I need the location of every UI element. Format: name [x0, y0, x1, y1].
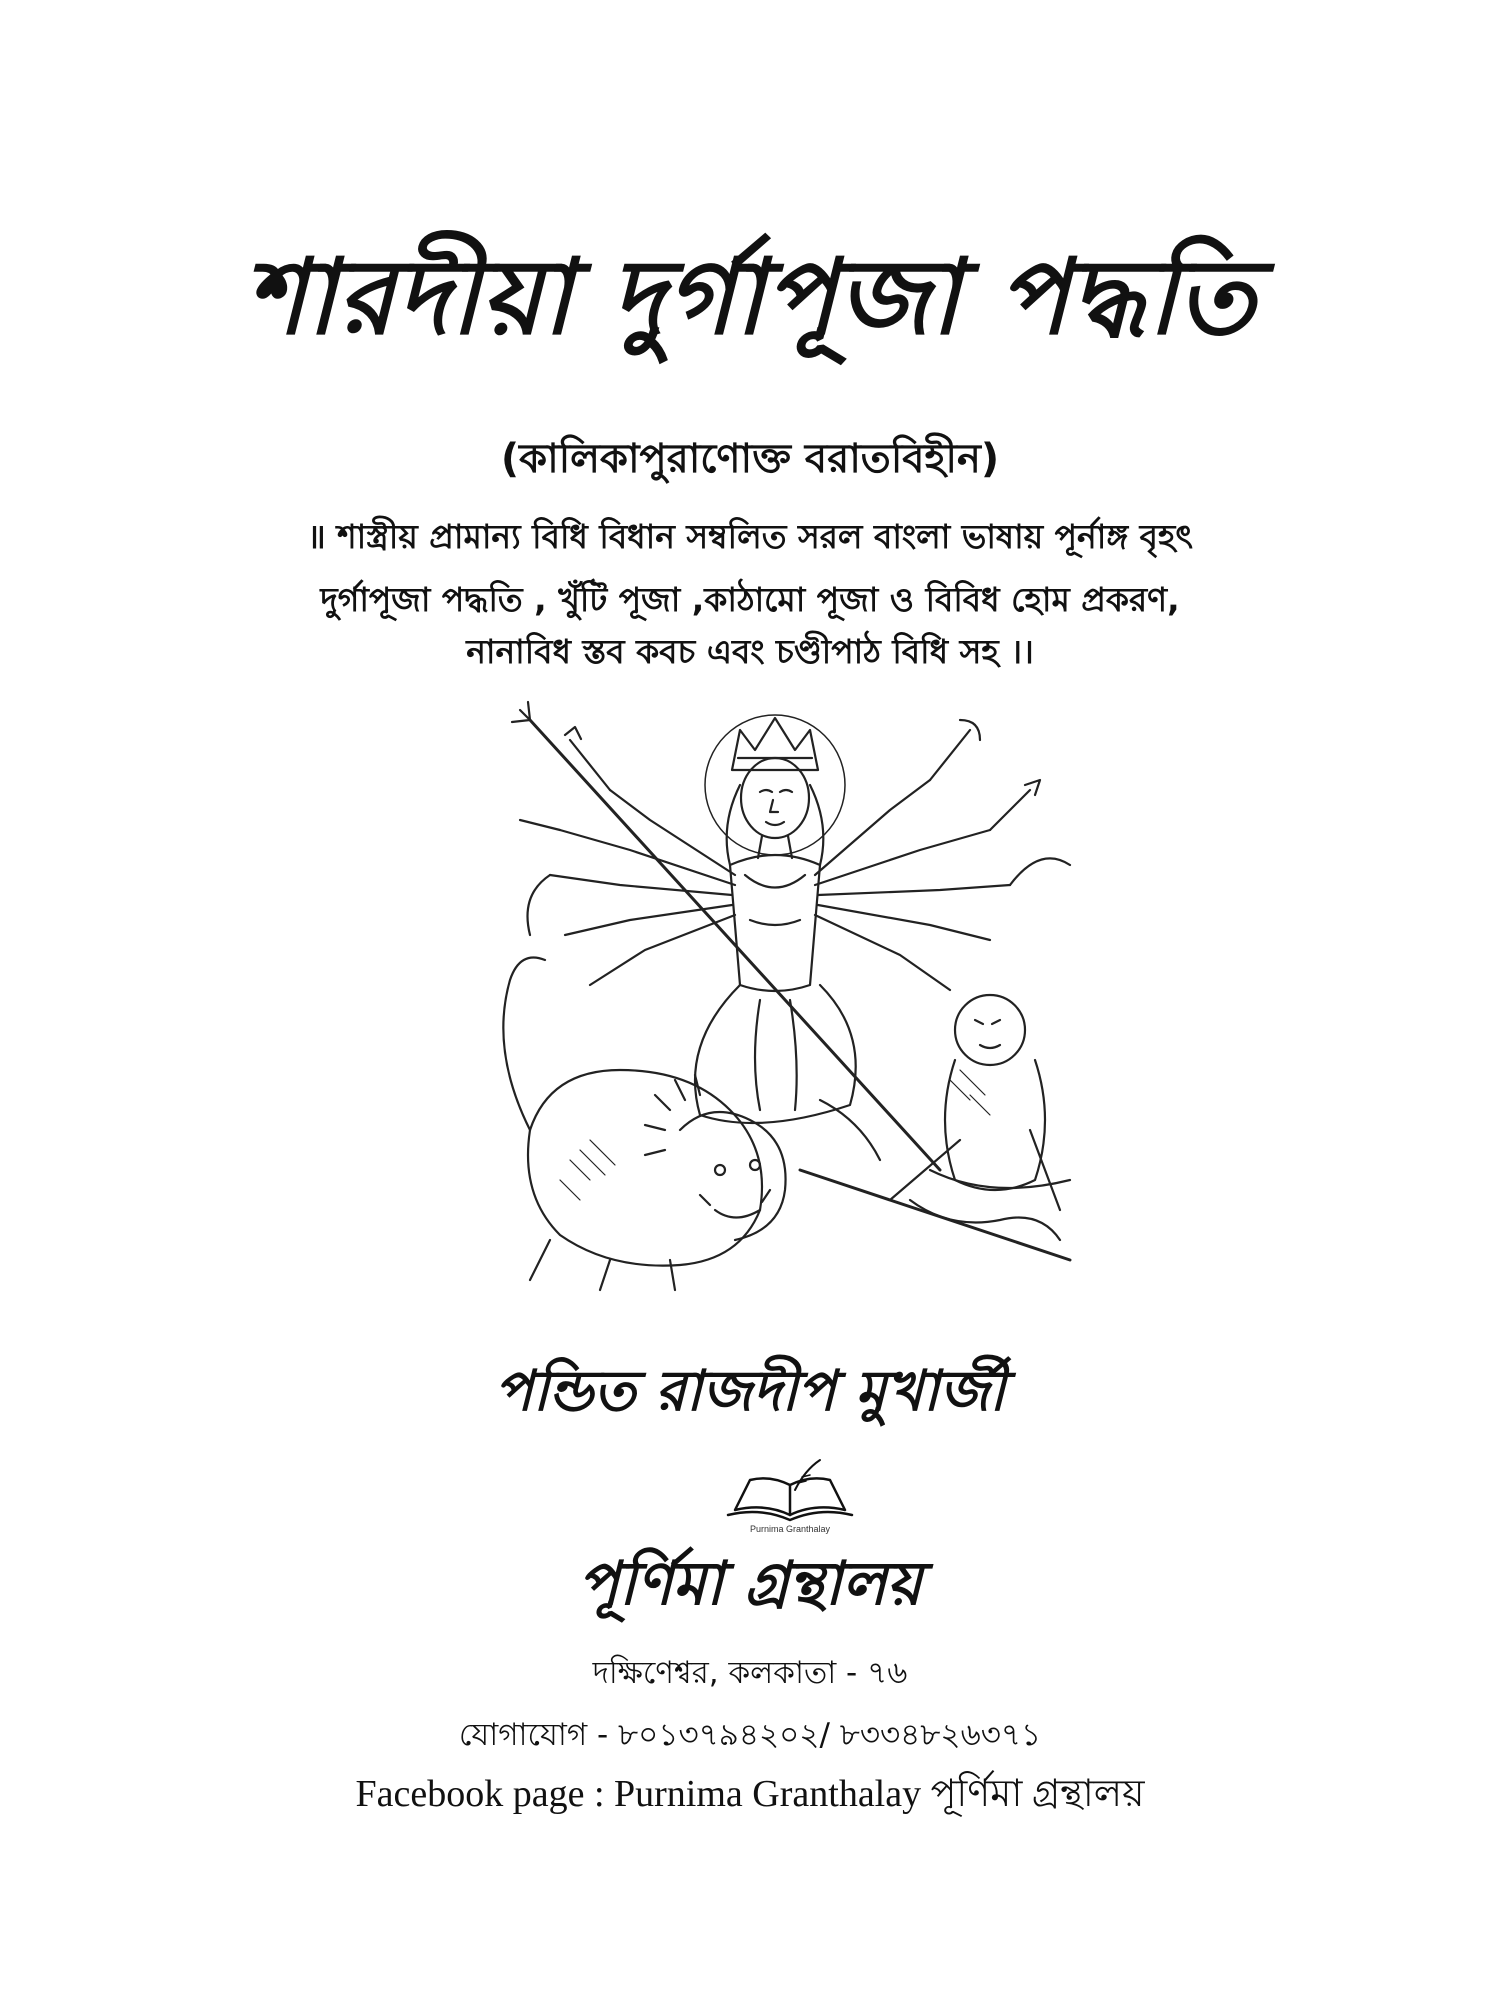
description-line-2: দুর্গাপূজা পদ্ধতি , খুঁটি পূজা ,কাঠামো পূজা ও বিবিধ হোম প্রকরণ, — [320, 580, 1180, 619]
book-title: শারদীয়া দুর্গাপূজা পদ্ধতি — [244, 236, 1256, 358]
contact-numbers: যোগাযোগ - ৮০১৩৭৯৪২০২/ ৮৩৩৪৮২৬৩৭১ — [458, 1717, 1042, 1753]
book-subtitle: (কালিকাপুরাণোক্ত বরাতবিহীন) — [500, 436, 1000, 482]
publisher-name: পূর্ণিমা গ্রন্থালয় — [578, 1549, 922, 1619]
description-line-3: নানাবিধ স্তব কবচ এবং চণ্ডীপাঠ বিধি সহ ।। — [466, 632, 1034, 671]
logo-caption: Purnima Granthalay — [749, 1524, 831, 1534]
durga-illustration-icon — [470, 700, 1080, 1295]
author-name: পন্ডিত রাজদীপ মুখার্জী — [494, 1359, 1006, 1424]
open-book-quill-icon — [720, 1455, 860, 1535]
facebook-page: Facebook page : Purnima Granthalay পূর্ণিমা গ্রন্থালয় — [355, 1773, 1145, 1815]
description-line-1: ॥ শাস্ত্রীয় প্রামান্য বিধি বিধান সম্বলিত সরল বাংলা ভাষায় পূর্নাঙ্গ বৃহৎ — [306, 517, 1194, 556]
publisher-address: দক্ষিণেশ্বর, কলকাতা - ৭৬ — [592, 1655, 908, 1691]
